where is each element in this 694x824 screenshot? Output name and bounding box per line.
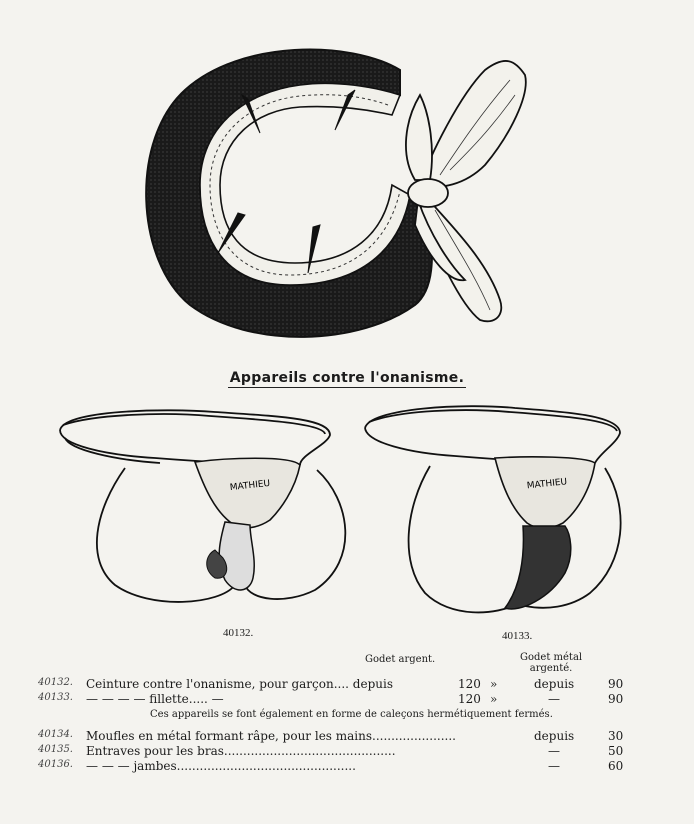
price-row <box>38 729 628 744</box>
row-price-argent: 120 <box>458 692 481 706</box>
column-head-godet-argent: Godet argent. <box>365 654 436 665</box>
column-head-godet-metal <box>520 652 582 674</box>
row-ref: 40132. <box>38 677 73 688</box>
row-ref: 40135. <box>38 744 73 755</box>
row-description: — — — — fillette..... — <box>86 692 224 706</box>
belt-left-stamp: MATHIEU <box>229 478 271 494</box>
row-depuis: depuis <box>534 729 575 743</box>
column-head-godet-metal-line1: Godet métal <box>520 652 583 663</box>
belt-right-stamp: MATHIEU <box>526 477 568 492</box>
row-description: Ceinture contre l'onanisme, pour garçon.... depuis <box>86 677 393 691</box>
row-ref: 40133. <box>38 692 73 703</box>
catalog-note: Ces appareils se font également en forme de caleçons hermétiquement fermés. <box>150 709 553 720</box>
figure-number-right: 40133. <box>502 630 533 642</box>
row-mark: » <box>490 692 498 706</box>
row-depuis: depuis <box>534 677 575 691</box>
belt-girl-illustration <box>355 398 630 623</box>
spiked-collar-illustration <box>130 35 550 355</box>
catalog-title: Appareils contre l'onanisme. <box>229 370 465 386</box>
price-row <box>38 692 628 707</box>
row-depuis: — <box>548 759 560 773</box>
row-depuis: — <box>548 744 560 758</box>
row-description: Entraves pour les bras............................................. <box>86 744 396 758</box>
row-mark: » <box>490 677 498 691</box>
row-price-metal: 50 <box>608 744 624 758</box>
row-description: — — — jambes............................................... <box>86 759 356 773</box>
row-depuis: — <box>548 692 560 706</box>
row-price-metal: 90 <box>608 692 624 706</box>
figure-number-left: 40132. <box>223 627 254 639</box>
row-price-metal: 90 <box>608 677 624 691</box>
row-price-metal: 60 <box>608 759 624 773</box>
row-ref: 40134. <box>38 729 73 740</box>
row-price-metal: 30 <box>608 729 624 743</box>
price-row <box>38 744 628 759</box>
row-ref: 40136. <box>38 759 73 770</box>
column-head-godet-metal-line2: argenté. <box>529 663 573 674</box>
price-row <box>38 759 628 774</box>
belt-boy-illustration <box>45 400 360 620</box>
price-row <box>38 677 628 692</box>
row-description: Moufles en métal formant râpe, pour les mains...................... <box>86 729 456 743</box>
row-price-argent: 120 <box>458 677 481 691</box>
